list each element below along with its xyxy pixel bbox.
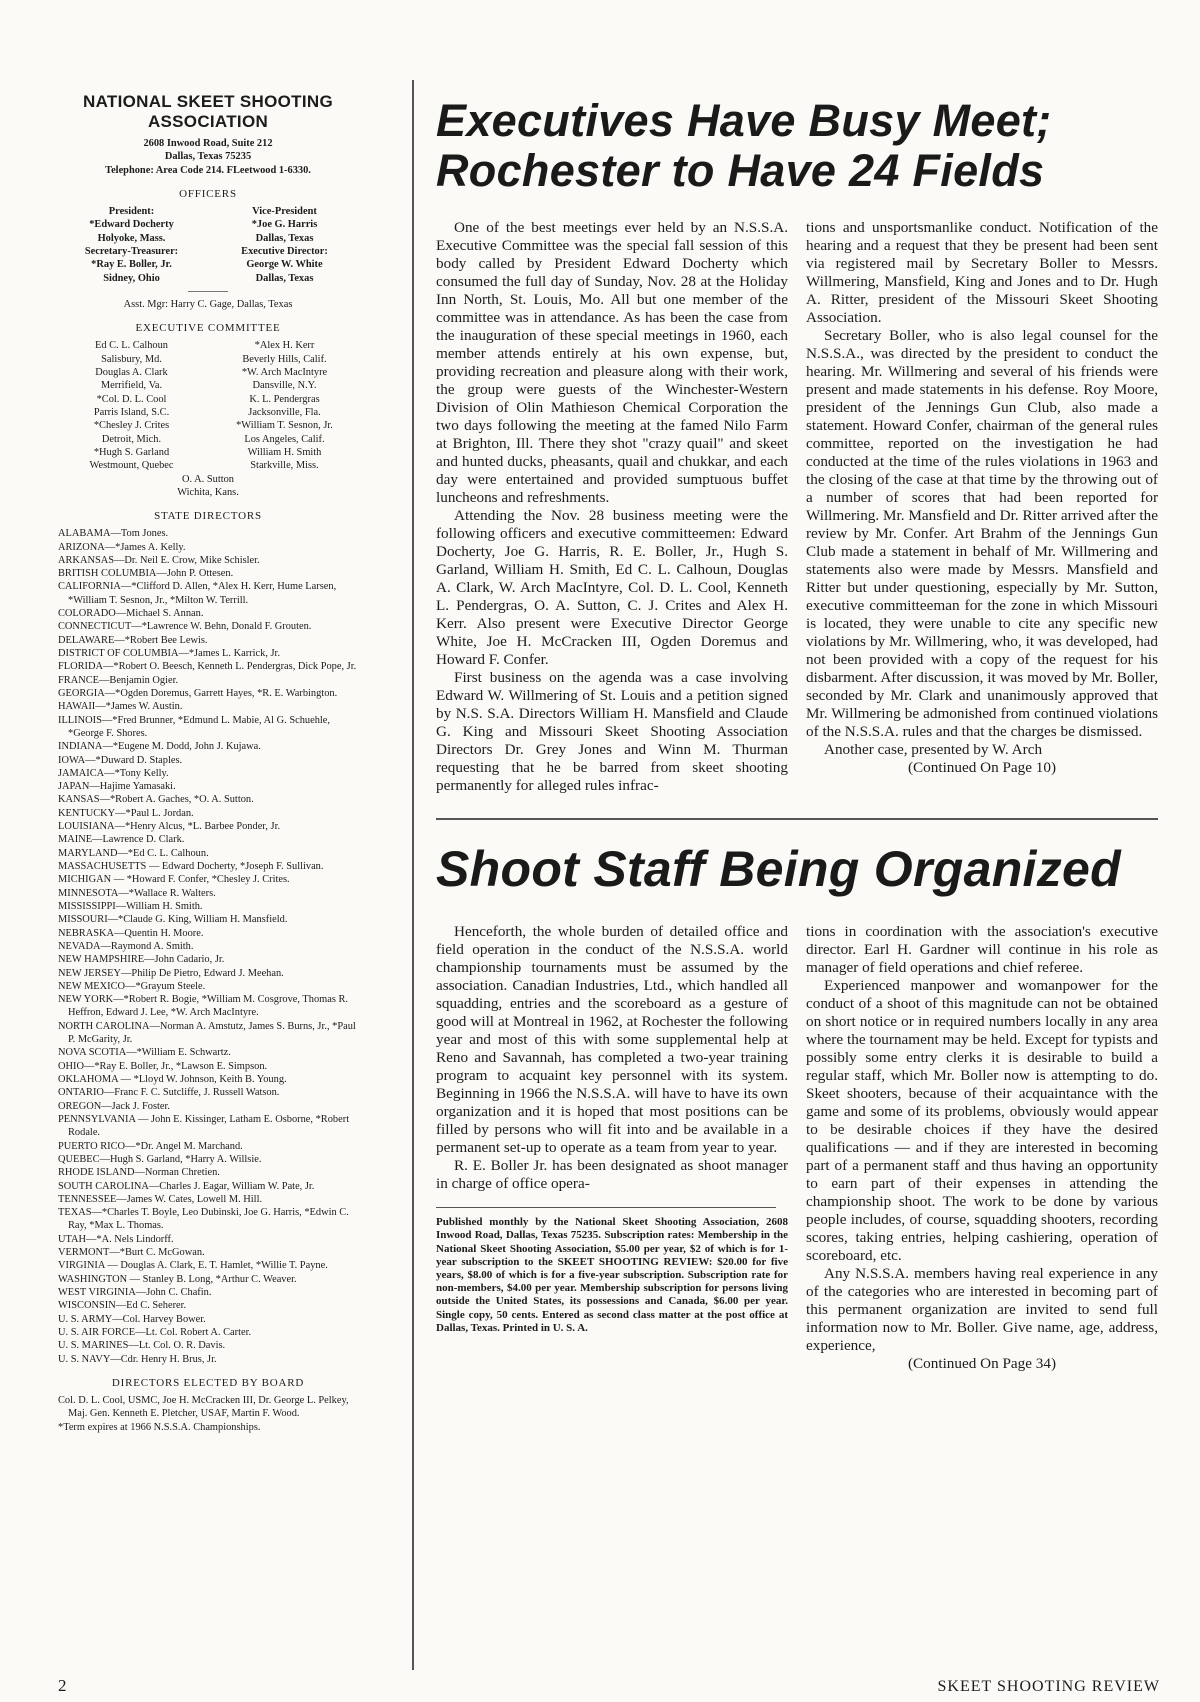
board-heading: DIRECTORS ELECTED BY BOARD	[111, 1376, 305, 1389]
committee-line: Beverly Hills, Calif.	[242, 353, 327, 365]
association-address: 2608 Inwood Road, Suite 212 Dallas, Texas 75235 Telephone: Area Code 214. FLeetwood 1-6330.	[105, 138, 311, 176]
exec-committee-list	[58, 339, 358, 472]
state-director-entry: SOUTH CAROLINA—Charles J. Eagar, William W. Pate, Jr.	[58, 1180, 315, 1192]
committee-line: Parris Island, S.C.	[93, 406, 170, 418]
state-director-entry: FLORIDA—*Robert O. Beesch, Kenneth L. Pendergras, Dick Pope, Jr.	[58, 661, 357, 673]
paragraph: Another case, presented by W. Arch	[824, 741, 1043, 759]
state-director-entry: ARIZONA—*James A. Kelly.	[58, 541, 186, 553]
article-executives-col1	[436, 219, 788, 796]
state-director-entry: NEW YORK—*Robert R. Bogie, *William M. Cosgrove, Thomas R. Heffron, Edward J. Lee, *W. Arch MacIntyre.	[58, 994, 349, 1019]
paragraph: R. E. Boller Jr. has been designated as shoot manager in charge of office opera-	[436, 1157, 788, 1193]
committee-line: Westmount, Quebec	[89, 460, 174, 472]
paragraph: Attending the Nov. 28 business meeting were the following officers and executive committeemen: Edward Docherty, Joe G. Harris, R. E. Boller, Jr., Hugh S. Garland, William H. Smith, Ed C. L. Calhoun, Douglas A. Clark, W. Arch MacIntyre, Col. D. L. Cool, Kenneth L. Pendergras, O. A. Sutton, C. J. Crites and Alex H. Kerr. Also present were Executive Director George White, Joe H. McCracken III, Ogden Doremus and Howard F. Confer.	[436, 507, 788, 669]
committee-line: Starkville, Miss.	[250, 460, 319, 472]
officer-line: Vice-President	[252, 206, 317, 218]
state-director-entry: MASSACHUSETTS — Edward Docherty, *Joseph F. Sullivan.	[58, 861, 324, 873]
column-divider	[412, 80, 414, 1670]
state-director-entry: WASHINGTON — Stanley B. Long, *Arthur C. Weaver.	[58, 1273, 297, 1285]
state-director-entry: FRANCE—Benjamin Ogier.	[58, 674, 179, 686]
state-director-entry: JAPAN—Hajime Yamasaki.	[58, 781, 176, 793]
article-executives-headline: Executives Have Busy Meet; Rochester to Have 24 Fields	[436, 95, 1052, 197]
state-director-entry: MARYLAND—*Ed C. L. Calhoun.	[58, 847, 209, 859]
state-director-entry: MISSOURI—*Claude G. King, William H. Mansfield.	[58, 914, 288, 926]
paragraph: tions and unsportsmanlike conduct. Notification of the hearing and a request that they be present had been sent via registered mail by Secretary Boller to Messrs. Willmering, Mansfield, King and Jones and to Dr. Hugh A. Ritter, president of the Missouri Skeet Shooting Association.	[806, 218, 1158, 326]
state-director-entry: OKLAHOMA — *Lloyd W. Johnson, Keith B. Young.	[58, 1074, 287, 1086]
state-director-entry: HAWAII—*James W. Austin.	[58, 701, 183, 713]
officers-heading: OFFICERS	[179, 188, 237, 201]
committee-line: *Chesley J. Crites	[93, 420, 170, 432]
state-director-entry: OREGON—Jack J. Foster.	[58, 1100, 170, 1112]
article-executives-body	[436, 219, 1158, 796]
state-director-entry: MISSISSIPPI—William H. Smith.	[58, 900, 203, 912]
state-director-entry: NEVADA—Raymond A. Smith.	[58, 940, 194, 952]
state-director-entry: QUEBEC—Hugh S. Garland, *Harry A. Willsie.	[58, 1153, 262, 1165]
paragraph: First business on the agenda was a case involving Edward W. Willmering of St. Louis and a petition signed by N.S. S.A. Directors William H. Mansfield and Claude G. King and Missouri Skeet Shooting Association Directors Dr. Grey Jones and Winn M. Thurman requesting that he be barred from skeet shooting permanently for alleged rules infrac-	[436, 669, 788, 795]
officer-line: Dallas, Texas	[255, 232, 314, 244]
state-director-entry: TEXAS—*Charles T. Boyle, Leo Dubinski, Joe G. Harris, *Edwin C. Ray, *Max L. Thomas.	[58, 1207, 349, 1232]
committee-line: *William T. Sesnon, Jr.	[236, 420, 333, 432]
state-director-entry: OHIO—*Ray E. Boller, Jr., *Lawson E. Simpson.	[58, 1060, 268, 1072]
committee-line: Merrifield, Va.	[100, 380, 163, 392]
state-director-entry: MINNESOTA—*Wallace R. Walters.	[58, 887, 216, 899]
officer-line: Dallas, Texas	[255, 272, 314, 284]
paragraph: Any N.S.S.A. members having real experience in any of the categories who are interested in becoming part of this permanent organization are invited to send full information now to Mr. Boller. Give name, age, address, experience,	[806, 1265, 1158, 1355]
state-director-entry: KANSAS—*Robert A. Gaches, *O. A. Sutton.	[58, 794, 254, 806]
state-directors-list	[58, 527, 358, 1366]
paragraph: Secretary Boller, who is also legal counsel for the N.S.S.A., was directed by the president to conduct the hearing. Mr. Willmering and several of his friends were present and made statements in his defense. Roy Moore, president of the Jennings Gun Club, also made a statement. Howard Confer, chairman of the general rules committee, reported on the investigation he had conducted at the time of the rules violations in 1963 and the closing of the case at that time by the throwing out of a number of scores that had been reported for Willmering. Mr. Mansfield and Dr. Ritter arrived after the review by Mr. Confer. Art Brahm of the Jennings Gun Club made a statement in behalf of Mr. Willmering and statements also were made by Messrs. Mansfield and Ritter but under questioning, especially by Mr. Sutton, executive committeeman for the zone in which Missouri is located, they were unable to cite any specific new violations by Mr. Willmering, who, it was developed, had not been provided with a copy of the request for his disbarment. After discussion, it was moved by Mr. Boller, seconded by Mr. Clark and unanimously approved that Mr. Willmering be admonished from continued violations of the N.S.S.A. rules and that the charges be dismissed.	[806, 326, 1158, 741]
state-director-entry: NEBRASKA—Quentin H. Moore.	[58, 927, 204, 939]
state-directors-heading: STATE DIRECTORS	[154, 510, 262, 523]
exec-committee-left	[58, 339, 205, 472]
officer-line: Secretary-Treasurer:	[84, 246, 179, 258]
state-director-entry: ILLINOIS—*Fred Brunner, *Edmund L. Mabie, Al G. Schuehle, *George F. Shores.	[58, 714, 331, 739]
article-separator	[436, 818, 1158, 820]
state-director-entry: CONNECTICUT—*Lawrence W. Behn, Donald F. Grouten.	[58, 621, 312, 633]
state-director-entry: DELAWARE—*Robert Bee Lewis.	[58, 634, 208, 646]
state-director-entry: ARKANSAS—Dr. Neil E. Crow, Mike Schisler.	[58, 554, 260, 566]
state-director-entry: COLORADO—Michael S. Annan.	[58, 608, 204, 620]
officers-left	[58, 205, 205, 285]
article-shoot-staff	[436, 842, 1158, 1373]
state-director-entry: VIRGINIA — Douglas A. Clark, E. T. Hamlet, *Willie T. Payne.	[58, 1260, 328, 1272]
committee-line: Detroit, Mich.	[101, 433, 162, 445]
state-director-entry: CALIFORNIA—*Clifford D. Allen, *Alex H. Kerr, Hume Larsen, *William T. Sesnon, Jr., *Milton W. Terrill.	[58, 581, 337, 606]
exec-committee-last: O. A. Sutton Wichita, Kans.	[177, 473, 239, 498]
article-executives-col2	[806, 219, 1158, 796]
officers-list	[58, 205, 358, 285]
page-number: 2	[58, 1676, 67, 1695]
committee-line: *W. Arch MacIntyre	[241, 367, 328, 378]
continued-note: (Continued On Page 10)	[907, 759, 1057, 777]
article-shoot-staff-headline: Shoot Staff Being Organized	[436, 841, 1121, 897]
board-text: Col. D. L. Cool, USMC, Joe H. McCracken III, Dr. George L. Pelkey, Maj. Gen. Kenneth E. Pletcher, USAF, Martin F. Wood.	[58, 1394, 349, 1420]
committee-line: *Alex H. Kerr	[254, 340, 315, 352]
committee-line: Ed C. L. Calhoun	[94, 340, 169, 352]
state-director-entry: GEORGIA—*Ogden Doremus, Garrett Hayes, *R. E. Warbington.	[58, 687, 338, 699]
officer-line: Holyoke, Mass.	[97, 232, 166, 244]
state-director-entry: LOUISIANA—*Henry Alcus, *L. Barbee Ponder, Jr.	[58, 821, 281, 833]
officer-line: Sidney, Ohio	[103, 272, 160, 284]
state-director-entry: ONTARIO—Franc F. C. Sutcliffe, J. Russell Watson.	[58, 1087, 280, 1099]
paragraph: One of the best meetings ever held by an N.S.S.A. Executive Committee was the special fall session of this body called by President Edward Docherty which consumed the full day of Sunday, Nov. 28 at the Holiday Inn North, St. Louis, Mo. All but one member of the committee was in attendance. As has been the case from the inauguration of these special meetings in 1960, each member attends entirely at his own expense, but, providing recreation and pleasure along with their work, the group were guests of the Winchester-Western Division of Olin Mathieson Chemical Corporation the two days following the meeting at the famed Nilo Farm at Brighton, Ill. There they shot "crazy quail" and skeet and hunted ducks, pheasants, quail and chukkar, and each day were entertained and provided sumptuous buffet luncheons and refreshments.	[436, 218, 788, 507]
committee-line: Los Angeles, Calif.	[244, 433, 325, 445]
officer-line: *Ray E. Boller, Jr.	[91, 259, 172, 271]
state-director-entry: NEW JERSEY—Philip De Pietro, Edward J. Meehan.	[58, 967, 284, 979]
state-director-entry: U. S. ARMY—Col. Harvey Bower.	[58, 1313, 206, 1325]
state-director-entry: MICHIGAN — *Howard F. Confer, *Chesley J. Crites.	[58, 874, 290, 886]
article-shoot-staff-col1	[436, 923, 788, 1373]
officer-line: Executive Director:	[241, 246, 328, 258]
committee-line: *Col. D. L. Cool	[96, 393, 167, 405]
state-director-entry: KENTUCKY—*Paul L. Jordan.	[58, 807, 194, 819]
state-director-entry: NEW HAMPSHIRE—John Cadario, Jr.	[58, 954, 225, 966]
paragraph: Henceforth, the whole burden of detailed office and field operation in the conduct of the N.S.S.A. world championship tournaments must be assumed by the association. Canadian Industries, Ltd., which handled all squadding, entries and the scoreboard as a gesture of good will at Montreal in 1962, at Rochester the following year and most of this with some supplemental help at Reno and Savannah, has completed a two-year training program to acquaint key personnel with its system. Beginning in 1966 the N.S.S.A. will have to have its own organization and it is hoped that most positions can be filled by persons who will fit into and be available in a permanent set-up to operate as a team from year to year.	[436, 923, 788, 1157]
masthead	[58, 92, 358, 1434]
state-director-entry: DISTRICT OF COLUMBIA—*James L. Karrick, Jr.	[58, 648, 281, 660]
term-note: *Term expires at 1966 N.S.S.A. Championships.	[58, 1421, 261, 1433]
state-director-entry: JAMAICA—*Tony Kelly.	[58, 767, 169, 779]
state-director-entry: IOWA—*Duward D. Staples.	[58, 754, 183, 766]
state-director-entry: WISCONSIN—Ed C. Seherer.	[58, 1300, 187, 1312]
publication-info: Published monthly by the National Skeet Shooting Association, 2608 Inwood Road, Dallas, Texas 75235. Subscription rates: Membership in the National Skeet Shooting Association, $5.00 per year, $2 of which is for 1-year subscription to the SKEET SHOOTING REVIEW: $20.00 for five years, $8.00 of which is for a five-year subscription. Subscription rate for non-members, $4.00 per year. Membership subscription for persons living outside the United States, its possessions and Canada, $6.00 per year. Single copy, 50 cents. Entered as second class matter at the post office at Dallas, Texas. Printed in U. S. A.	[436, 1207, 788, 1335]
divider	[188, 291, 228, 292]
state-director-entry: UTAH—*A. Nels Lindorff.	[58, 1233, 174, 1245]
state-director-entry: VERMONT—*Burt C. McGowan.	[58, 1247, 205, 1259]
exec-committee-right	[211, 339, 358, 472]
article-shoot-staff-body	[436, 923, 1158, 1373]
state-director-entry: MAINE—Lawrence D. Clark.	[58, 834, 185, 846]
state-director-entry: RHODE ISLAND—Norman Chretien.	[58, 1167, 220, 1179]
state-director-entry: ALABAMA—Tom Jones.	[58, 528, 169, 540]
state-director-entry: U. S. AIR FORCE—Lt. Col. Robert A. Carter.	[58, 1326, 252, 1338]
committee-line: K. L. Pendergras	[249, 393, 320, 405]
magazine-title: SKEET SHOOTING REVIEW	[937, 1678, 1160, 1695]
officers-right	[211, 205, 358, 285]
state-director-entry: NORTH CAROLINA—Norman A. Amstutz, James S. Burns, Jr., *Paul P. McGarity, Jr.	[58, 1020, 356, 1046]
continued-note: (Continued On Page 34)	[907, 1355, 1057, 1373]
committee-line: *Hugh S. Garland	[93, 446, 170, 458]
committee-line: William H. Smith	[247, 446, 322, 458]
exec-committee-heading: EXECUTIVE COMMITTEE	[135, 322, 281, 335]
state-director-entry: U. S. NAVY—Cdr. Henry H. Brus, Jr.	[58, 1353, 217, 1365]
officer-line: *Joe G. Harris	[251, 219, 318, 231]
assistant-manager: Asst. Mgr: Harry C. Gage, Dallas, Texas	[123, 298, 293, 310]
committee-line: Jacksonville, Fla.	[248, 406, 321, 418]
paragraph: Experienced manpower and womanpower for the conduct of a shoot of this magnitude can not be obtained on short notice or in required numbers locally in any area where the tournament may be held. Except for typists and possibly some entry clerks it is desirable to build a regular staff, which Mr. Boller now is attempting to do. Skeet shooters, because of their acquaintance with the game and some of its problems, obviously would appear to be desirable choices if they have the desired qualifications — and if they are interested in becoming part of a permanent staff and thus having an opportunity to earn part of their expenses in attending the championship shoot. The work to be done by various people includes, of course, squadding shooters, recording scores, taking entries, helping cashiering, operation of scoreboard, etc.	[806, 977, 1158, 1265]
officer-line: *Edward Docherty	[89, 219, 174, 231]
state-director-entry: PUERTO RICO—*Dr. Angel M. Marchand.	[58, 1140, 243, 1152]
officer-line: President:	[108, 206, 155, 218]
state-director-entry: TENNESSEE—James W. Cates, Lowell M. Hill.	[58, 1193, 263, 1205]
divider	[436, 1207, 776, 1208]
state-director-entry: INDIANA—*Eugene M. Dodd, John J. Kujawa.	[58, 741, 261, 753]
state-director-entry: NOVA SCOTIA—*William E. Schwartz.	[58, 1047, 231, 1059]
state-director-entry: U. S. MARINES—Lt. Col. O. R. Davis.	[58, 1340, 226, 1352]
association-name: NATIONAL SKEET SHOOTING ASSOCIATION	[83, 92, 333, 131]
state-director-entry: PENNSYLVANIA — John E. Kissinger, Latham E. Osborne, *Robert Rodale.	[58, 1113, 350, 1139]
article-shoot-staff-col2	[806, 923, 1158, 1373]
committee-line: Dansville, N.Y.	[252, 380, 317, 392]
state-director-entry: WEST VIRGINIA—John C. Chafin.	[58, 1287, 212, 1299]
state-director-entry: NEW MEXICO—*Grayum Steele.	[58, 980, 206, 992]
state-director-entry: BRITISH COLUMBIA—John P. Ottesen.	[58, 568, 234, 580]
officer-line: George W. White	[246, 259, 323, 271]
board-directors	[58, 1394, 358, 1434]
committee-line: Douglas A. Clark	[95, 367, 168, 378]
committee-line: Salisbury, Md.	[101, 353, 162, 365]
article-executives	[436, 96, 1158, 795]
paragraph: tions in coordination with the association's executive director. Earl H. Gardner will continue in his role as manager of field operations and chief referee.	[806, 923, 1158, 977]
